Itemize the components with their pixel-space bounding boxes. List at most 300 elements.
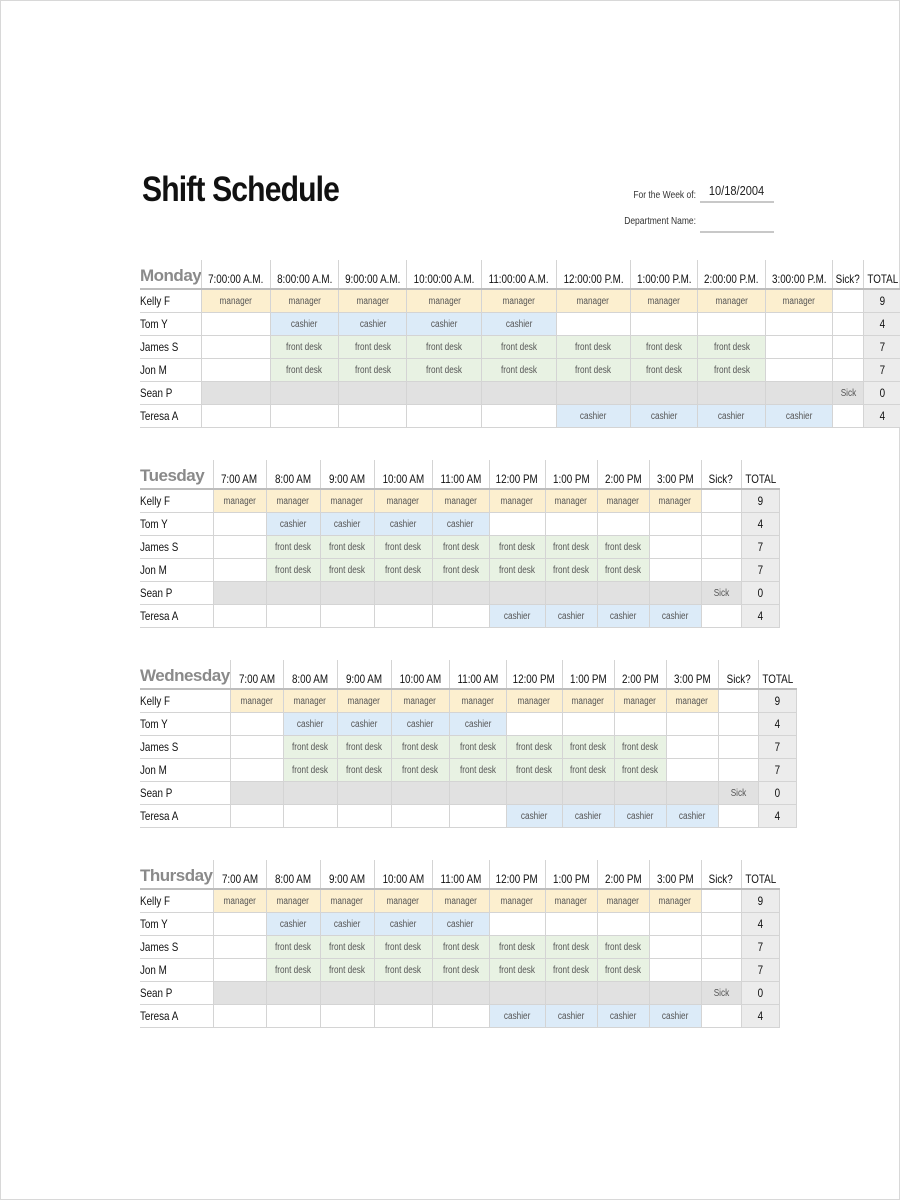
shift-cell[interactable]: [545, 982, 597, 1005]
shift-cell[interactable]: [698, 313, 766, 336]
shift-cell[interactable]: [230, 713, 283, 736]
day-name: Wednesday: [140, 660, 230, 689]
shift-cell[interactable]: [489, 536, 545, 559]
shift-cell[interactable]: [597, 1005, 649, 1028]
shift-cell[interactable]: [614, 759, 666, 782]
shift-cell[interactable]: [266, 513, 320, 536]
shift-cell[interactable]: [449, 782, 506, 805]
time-header: [489, 460, 545, 489]
shift-cell[interactable]: [202, 382, 270, 405]
total-value: 4: [774, 717, 780, 731]
shift-cell[interactable]: [506, 805, 562, 828]
shift-cell[interactable]: [489, 605, 545, 628]
shift-cell[interactable]: [649, 536, 701, 559]
shift-cell[interactable]: [374, 513, 432, 536]
shift-cell[interactable]: [283, 782, 337, 805]
shift-label: cashier: [359, 318, 386, 330]
shift-cell[interactable]: [489, 1005, 545, 1028]
table-row: [140, 359, 900, 382]
shift-cell[interactable]: [556, 289, 630, 313]
shift-cell[interactable]: [489, 889, 545, 913]
shift-cell[interactable]: [614, 782, 666, 805]
shift-cell[interactable]: [213, 513, 266, 536]
sick-cell[interactable]: [833, 359, 863, 382]
department-field[interactable]: [700, 213, 774, 233]
shift-cell[interactable]: [320, 489, 374, 513]
shift-label: front desk: [384, 564, 422, 576]
shift-cell[interactable]: [374, 913, 432, 936]
shift-label: manager: [276, 895, 310, 907]
sick-cell[interactable]: [701, 582, 741, 605]
sick-cell[interactable]: [701, 513, 741, 536]
shift-cell[interactable]: [270, 289, 338, 313]
total-cell: [741, 536, 779, 559]
shift-cell[interactable]: [597, 582, 649, 605]
employee-name: [140, 382, 202, 405]
table-row: [140, 736, 796, 759]
shift-cell[interactable]: [270, 359, 338, 382]
total-value: 4: [757, 1009, 763, 1023]
shift-cell[interactable]: [432, 513, 489, 536]
shift-cell[interactable]: [320, 605, 374, 628]
shift-cell[interactable]: [562, 689, 614, 713]
shift-cell[interactable]: [283, 713, 337, 736]
shift-cell[interactable]: [630, 336, 698, 359]
shift-cell[interactable]: [614, 689, 666, 713]
shift-cell[interactable]: [339, 289, 407, 313]
shift-cell[interactable]: [649, 513, 701, 536]
shift-cell[interactable]: [407, 359, 482, 382]
shift-cell[interactable]: [649, 582, 701, 605]
shift-cell[interactable]: [374, 605, 432, 628]
shift-cell[interactable]: [482, 336, 556, 359]
shift-cell[interactable]: [374, 559, 432, 582]
shift-label: front desk: [426, 364, 463, 376]
shift-cell[interactable]: [765, 359, 833, 382]
sick-cell[interactable]: [833, 289, 863, 313]
shift-cell[interactable]: [283, 805, 337, 828]
shift-cell[interactable]: [649, 982, 701, 1005]
shift-cell[interactable]: [266, 936, 320, 959]
shift-cell[interactable]: [545, 959, 597, 982]
shift-cell[interactable]: [374, 489, 432, 513]
shift-cell[interactable]: [266, 913, 320, 936]
shift-cell[interactable]: [698, 382, 766, 405]
shift-cell[interactable]: [391, 782, 449, 805]
shift-label: front desk: [570, 764, 607, 776]
sick-cell[interactable]: [701, 889, 741, 913]
shift-cell[interactable]: [765, 313, 833, 336]
shift-cell[interactable]: [765, 336, 833, 359]
shift-cell[interactable]: [597, 513, 649, 536]
shift-cell[interactable]: [230, 782, 283, 805]
shift-cell[interactable]: [482, 359, 556, 382]
shift-cell[interactable]: [698, 359, 766, 382]
sick-cell[interactable]: [701, 536, 741, 559]
total-value: 4: [757, 517, 763, 531]
shift-cell[interactable]: [506, 736, 562, 759]
shift-cell[interactable]: [230, 759, 283, 782]
sick-cell[interactable]: [718, 736, 758, 759]
shift-cell[interactable]: [666, 713, 718, 736]
shift-cell[interactable]: [597, 489, 649, 513]
time-header: [213, 460, 266, 489]
shift-cell[interactable]: [320, 1005, 374, 1028]
shift-cell[interactable]: [482, 382, 556, 405]
shift-cell[interactable]: [666, 689, 718, 713]
shift-cell[interactable]: [649, 913, 701, 936]
shift-cell[interactable]: [283, 759, 337, 782]
shift-cell[interactable]: [337, 689, 391, 713]
shift-cell[interactable]: [432, 913, 489, 936]
shift-cell[interactable]: [765, 405, 833, 428]
shift-cell[interactable]: [213, 959, 266, 982]
shift-cell[interactable]: [339, 336, 407, 359]
shift-cell[interactable]: [337, 736, 391, 759]
shift-cell[interactable]: [320, 959, 374, 982]
sick-cell[interactable]: [833, 382, 863, 405]
shift-cell[interactable]: [556, 359, 630, 382]
shift-cell[interactable]: [597, 913, 649, 936]
shift-cell[interactable]: [407, 336, 482, 359]
sick-cell[interactable]: [701, 489, 741, 513]
shift-cell[interactable]: [545, 605, 597, 628]
week-field[interactable]: [700, 183, 774, 203]
time-label: 1:00 PM: [552, 472, 590, 486]
time-label: 9:00 AM: [346, 672, 383, 686]
sick-cell[interactable]: [718, 689, 758, 713]
employee-name-label: Teresa A: [140, 409, 179, 423]
shift-label: manager: [219, 295, 253, 307]
shift-cell[interactable]: [320, 559, 374, 582]
shift-cell[interactable]: [407, 405, 482, 428]
shift-cell[interactable]: [597, 936, 649, 959]
shift-label: front desk: [499, 964, 536, 976]
sick-cell[interactable]: [718, 759, 758, 782]
shift-cell[interactable]: [489, 936, 545, 959]
shift-cell[interactable]: [545, 913, 597, 936]
sick-cell[interactable]: [718, 805, 758, 828]
shift-cell[interactable]: [432, 559, 489, 582]
shift-cell[interactable]: [556, 382, 630, 405]
shift-cell[interactable]: [482, 313, 556, 336]
employee-name: [140, 359, 202, 382]
shift-cell[interactable]: [432, 489, 489, 513]
shift-cell[interactable]: [202, 336, 270, 359]
shift-cell[interactable]: [320, 513, 374, 536]
shift-cell[interactable]: [698, 405, 766, 428]
shift-cell[interactable]: [391, 689, 449, 713]
shift-cell[interactable]: [630, 359, 698, 382]
employee-name: [140, 805, 230, 828]
shift-cell[interactable]: [320, 889, 374, 913]
sick-cell[interactable]: [701, 936, 741, 959]
shift-cell[interactable]: [320, 982, 374, 1005]
shift-label: manager: [293, 695, 327, 707]
shift-label: cashier: [626, 810, 654, 822]
shift-cell[interactable]: [391, 736, 449, 759]
shift-cell[interactable]: [489, 513, 545, 536]
shift-cell[interactable]: [482, 289, 556, 313]
schedule-table-wednesday: [140, 660, 797, 828]
shift-cell[interactable]: [649, 936, 701, 959]
total-cell: [758, 782, 796, 805]
shift-cell[interactable]: [698, 336, 766, 359]
shift-cell[interactable]: [339, 359, 407, 382]
shift-cell[interactable]: [649, 489, 701, 513]
shift-cell[interactable]: [266, 559, 320, 582]
shift-cell[interactable]: [698, 289, 766, 313]
shift-cell[interactable]: [213, 582, 266, 605]
shift-cell[interactable]: [337, 713, 391, 736]
employee-name: [140, 713, 230, 736]
shift-label: manager: [330, 495, 364, 507]
shift-cell[interactable]: [545, 536, 597, 559]
shift-cell[interactable]: [320, 582, 374, 605]
shift-cell[interactable]: [339, 382, 407, 405]
sick-cell[interactable]: [833, 405, 863, 428]
shift-cell[interactable]: [374, 1005, 432, 1028]
shift-cell[interactable]: [765, 289, 833, 313]
sick-cell[interactable]: [701, 982, 741, 1005]
shift-cell[interactable]: [562, 805, 614, 828]
shift-cell[interactable]: [649, 559, 701, 582]
shift-cell[interactable]: [489, 489, 545, 513]
sick-cell[interactable]: [833, 336, 863, 359]
employee-name-label: Sean P: [140, 586, 173, 600]
shift-cell[interactable]: [339, 405, 407, 428]
shift-cell[interactable]: [374, 936, 432, 959]
shift-cell[interactable]: [449, 736, 506, 759]
shift-label: cashier: [718, 410, 745, 422]
shift-cell[interactable]: [374, 982, 432, 1005]
employee-name-label: Kelly F: [140, 494, 171, 508]
shift-cell[interactable]: [391, 805, 449, 828]
shift-cell[interactable]: [213, 536, 266, 559]
total-header: [863, 260, 900, 289]
shift-cell[interactable]: [407, 289, 482, 313]
total-header: [758, 660, 796, 689]
shift-cell[interactable]: [202, 405, 270, 428]
shift-cell[interactable]: [482, 405, 556, 428]
total-header: [741, 460, 779, 489]
shift-cell[interactable]: [562, 759, 614, 782]
shift-cell[interactable]: [630, 313, 698, 336]
employee-name-label: James S: [140, 940, 179, 954]
shift-cell[interactable]: [489, 559, 545, 582]
shift-cell[interactable]: [630, 289, 698, 313]
shift-cell[interactable]: [545, 513, 597, 536]
shift-cell[interactable]: [666, 782, 718, 805]
shift-label: front desk: [286, 364, 323, 376]
shift-label: front desk: [442, 564, 479, 576]
sick-cell[interactable]: [833, 313, 863, 336]
shift-cell[interactable]: [649, 889, 701, 913]
shift-cell[interactable]: [407, 382, 482, 405]
shift-cell[interactable]: [270, 382, 338, 405]
shift-cell[interactable]: [449, 713, 506, 736]
shift-cell[interactable]: [266, 959, 320, 982]
sick-cell[interactable]: [718, 713, 758, 736]
shift-cell[interactable]: [649, 959, 701, 982]
shift-cell[interactable]: [374, 959, 432, 982]
shift-cell[interactable]: [666, 805, 718, 828]
shift-label: front desk: [402, 764, 439, 776]
shift-cell[interactable]: [374, 536, 432, 559]
shift-cell[interactable]: [337, 759, 391, 782]
shift-cell[interactable]: [506, 759, 562, 782]
shift-cell[interactable]: [666, 759, 718, 782]
shift-cell[interactable]: [213, 489, 266, 513]
table-row: [140, 805, 796, 828]
shift-cell[interactable]: [266, 1005, 320, 1028]
shift-cell[interactable]: [562, 713, 614, 736]
shift-cell[interactable]: [320, 536, 374, 559]
shift-cell[interactable]: [320, 913, 374, 936]
shift-cell[interactable]: [765, 382, 833, 405]
sick-cell[interactable]: [718, 782, 758, 805]
shift-cell[interactable]: [213, 889, 266, 913]
shift-label: front desk: [274, 564, 312, 576]
shift-cell[interactable]: [202, 359, 270, 382]
shift-cell[interactable]: [597, 559, 649, 582]
shift-cell[interactable]: [562, 782, 614, 805]
shift-cell[interactable]: [202, 289, 270, 313]
shift-cell[interactable]: [213, 559, 266, 582]
shift-cell[interactable]: [270, 405, 338, 428]
shift-label: manager: [502, 295, 536, 307]
shift-cell[interactable]: [614, 713, 666, 736]
shift-cell[interactable]: [562, 736, 614, 759]
shift-cell[interactable]: [266, 582, 320, 605]
shift-label: cashier: [661, 610, 689, 622]
shift-cell[interactable]: [266, 605, 320, 628]
shift-cell[interactable]: [489, 582, 545, 605]
shift-cell[interactable]: [556, 405, 630, 428]
shift-cell[interactable]: [213, 982, 266, 1005]
shift-cell[interactable]: [432, 959, 489, 982]
shift-cell[interactable]: [506, 782, 562, 805]
shift-cell[interactable]: [489, 959, 545, 982]
shift-cell[interactable]: [432, 536, 489, 559]
shift-cell[interactable]: [597, 889, 649, 913]
time-label: 10:00 AM: [382, 872, 424, 886]
time-header: [649, 860, 701, 889]
sick-cell[interactable]: [701, 959, 741, 982]
time-label: 3:00 PM: [673, 672, 711, 686]
employee-name-label: Teresa A: [140, 1009, 179, 1023]
sick-cell[interactable]: [701, 913, 741, 936]
shift-label: cashier: [333, 918, 361, 930]
shift-cell[interactable]: [649, 1005, 701, 1028]
shift-cell[interactable]: [374, 582, 432, 605]
shift-cell[interactable]: [391, 759, 449, 782]
shift-cell[interactable]: [597, 536, 649, 559]
shift-cell[interactable]: [545, 1005, 597, 1028]
shift-cell[interactable]: [432, 889, 489, 913]
shift-cell[interactable]: [270, 336, 338, 359]
shift-cell[interactable]: [230, 805, 283, 828]
employee-name: [140, 736, 230, 759]
shift-cell[interactable]: [597, 605, 649, 628]
shift-cell[interactable]: [649, 605, 701, 628]
shift-cell[interactable]: [283, 736, 337, 759]
shift-label: front desk: [622, 764, 659, 776]
shift-cell[interactable]: [506, 689, 562, 713]
shift-cell[interactable]: [489, 982, 545, 1005]
shift-label: cashier: [279, 518, 307, 530]
shift-cell[interactable]: [614, 736, 666, 759]
shift-cell[interactable]: [213, 605, 266, 628]
shift-cell[interactable]: [266, 489, 320, 513]
shift-cell[interactable]: [556, 313, 630, 336]
shift-cell[interactable]: [230, 689, 283, 713]
shift-cell[interactable]: [597, 982, 649, 1005]
shift-cell[interactable]: [545, 582, 597, 605]
shift-cell[interactable]: [432, 936, 489, 959]
sick-cell[interactable]: [701, 605, 741, 628]
shift-cell[interactable]: [556, 336, 630, 359]
shift-cell[interactable]: [432, 582, 489, 605]
shift-cell[interactable]: [432, 1005, 489, 1028]
shift-cell[interactable]: [449, 689, 506, 713]
shift-cell[interactable]: [266, 982, 320, 1005]
shift-cell[interactable]: [407, 313, 482, 336]
shift-cell[interactable]: [337, 805, 391, 828]
shift-cell[interactable]: [449, 805, 506, 828]
shift-cell[interactable]: [545, 889, 597, 913]
shift-cell[interactable]: [202, 313, 270, 336]
shift-cell[interactable]: [545, 559, 597, 582]
sick-cell[interactable]: [701, 559, 741, 582]
shift-cell[interactable]: [666, 736, 718, 759]
shift-cell[interactable]: [391, 713, 449, 736]
time-label: 2:00 PM: [604, 872, 642, 886]
shift-cell[interactable]: [545, 489, 597, 513]
shift-label: front desk: [575, 341, 612, 353]
shift-cell[interactable]: [489, 913, 545, 936]
shift-cell[interactable]: [213, 1005, 266, 1028]
shift-cell[interactable]: [283, 689, 337, 713]
sick-cell[interactable]: [701, 1005, 741, 1028]
shift-cell[interactable]: [432, 982, 489, 1005]
shift-cell[interactable]: [614, 805, 666, 828]
shift-cell[interactable]: [266, 536, 320, 559]
shift-cell[interactable]: [266, 889, 320, 913]
shift-label: front desk: [274, 541, 312, 553]
shift-cell[interactable]: [630, 405, 698, 428]
employee-name-label: James S: [140, 740, 179, 754]
shift-cell[interactable]: [213, 936, 266, 959]
table-row: [140, 405, 900, 428]
shift-label: cashier: [389, 918, 417, 930]
shift-cell[interactable]: [506, 713, 562, 736]
shift-cell[interactable]: [230, 736, 283, 759]
shift-cell[interactable]: [545, 936, 597, 959]
employee-name-label: Jon M: [140, 963, 167, 977]
shift-cell[interactable]: [374, 889, 432, 913]
shift-cell[interactable]: [337, 782, 391, 805]
shift-cell[interactable]: [449, 759, 506, 782]
shift-cell[interactable]: [320, 936, 374, 959]
schedule-table-tuesday: [140, 460, 780, 628]
shift-cell[interactable]: [432, 605, 489, 628]
shift-cell[interactable]: [213, 913, 266, 936]
shift-cell[interactable]: [339, 313, 407, 336]
shift-cell[interactable]: [270, 313, 338, 336]
shift-cell[interactable]: [630, 382, 698, 405]
shift-cell[interactable]: [597, 959, 649, 982]
